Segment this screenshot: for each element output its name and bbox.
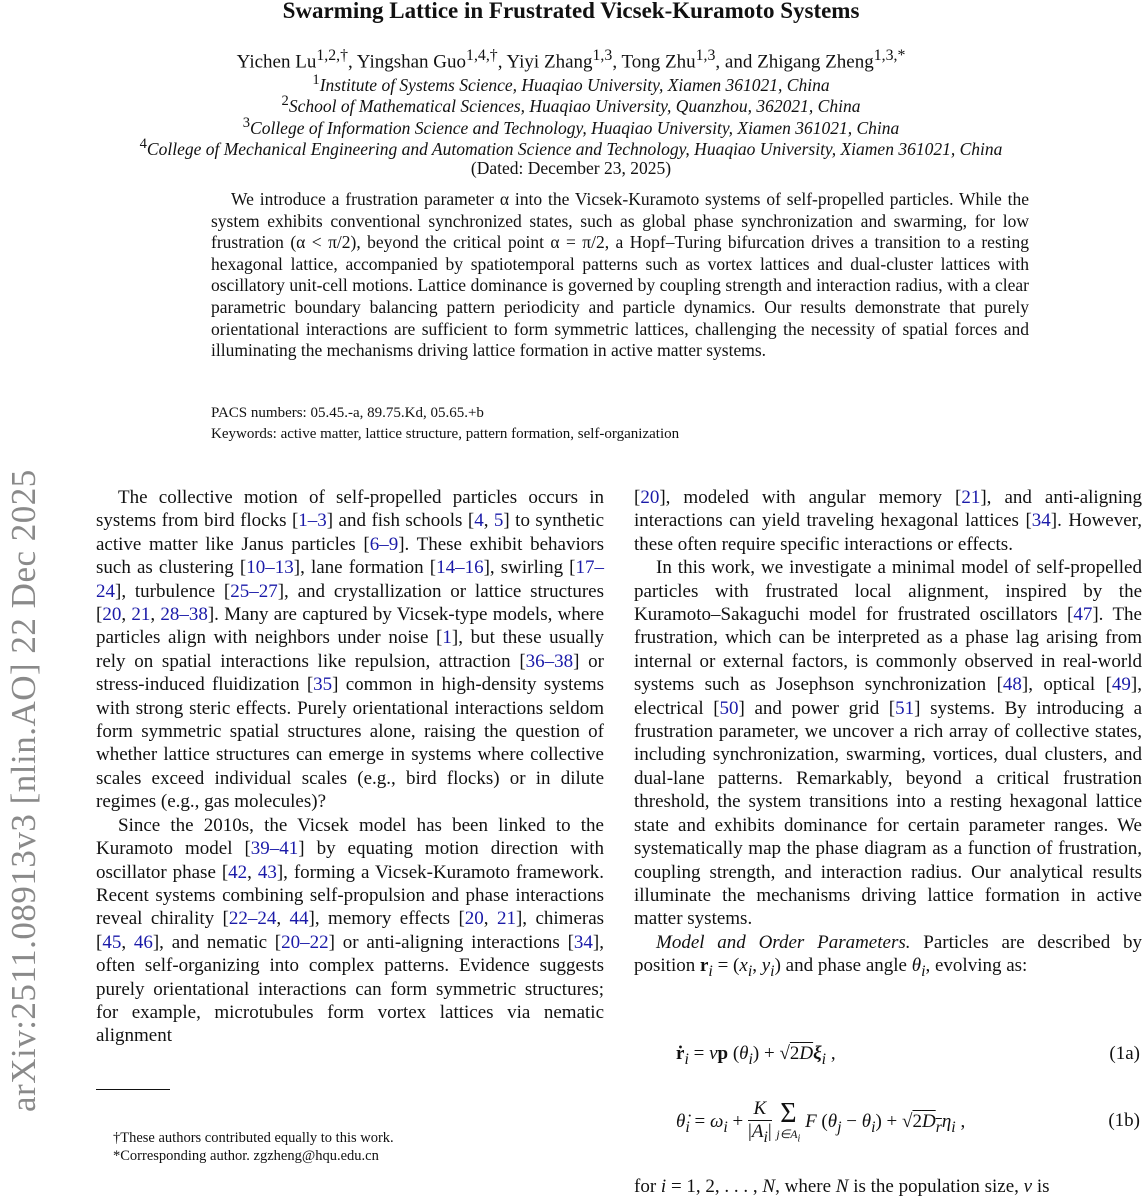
citation-link[interactable]: 21	[961, 487, 981, 508]
citation-link[interactable]: 6–9	[369, 533, 399, 555]
abstract: We introduce a frustration parameter α into the Vicsek-Kuramoto systems of self-propelled particles. While the system exhibits conventional synchronized states, such as global phase synchronization and swarming, for low frustration (α < π/2), beyond the critical point α = π/2, a Hopf–Turing bifurcation drives a transition to a resting hexagonal lattice, accompanied by spatiotemporal patterns such as vortex lattices and dual-cluster lattices with oscillatory unit-cell motions. Lattice dominance is governed by coupling strength and interaction radius, with a clear parametric boundary balancing pattern periodicity and particle dynamics. Our results demonstrate that purely orientational interactions are sufficient to form symmetric lattices, challenging the necessity of spatial forces and illuminating the mechanisms driving lattice formation in active matter systems.	[211, 189, 1029, 361]
citation-link[interactable]: 21	[131, 604, 151, 626]
citation-link[interactable]: 46	[133, 931, 153, 953]
model-paragraph: Model and Order Parameters. Particles are described by position $r_i = (x_i$, $y_i$) and phase angle $\theta_i$, evolving as:	[634, 931, 1142, 980]
citation-link[interactable]: 48	[1002, 674, 1022, 696]
paper-title: Swarming Lattice in Frustrated Vicsek-Kuramoto Systems	[282, 0, 860, 23]
keywords: Keywords: active matter, lattice structure, pattern formation, self-organization	[211, 426, 680, 442]
intro-paragraph-4: In this work, we investigate a minimal model of self-propelled particles with frustrated local alignment, inspired by the Kuramoto–Sakaguchi model for frustrated oscillators [47]. The frustration, which can be interpreted as a phase lag arising from internal or external factors, is commonly observed in real-world systems such as Josephson synchronization [48], optical [49], electrical [50] and power grid [51] systems. By introducing a frustration parameter, we uncover a rich array of collective states, including synchronization, swarming, vortices, dual clusters, and dual-lane patterns. Remarkably, beyond a critical frustration threshold, the system transitions into a resting hexagonal lattice state and exhibits dominance for certain parameter ranges. We systematically map the phase diagram as a function of frustration, coupling strength, and interaction radius. Our analytical results illuminate the mechanisms driving lattice formation in active matter systems.	[634, 557, 1142, 930]
affiliation-3: $^3$College of Information Science and Technology, Huaqiao University, Xiamen 361021, China	[242, 115, 900, 138]
citation-link[interactable]: 1–3	[298, 510, 327, 532]
citation-link[interactable]: 20	[464, 908, 484, 930]
citation-link[interactable]: 20–22	[281, 931, 329, 953]
equation-1b-body: $\thetȧ_i = \omega_i$ + $\frac{K}{|A_i|}$ Σ $j\in A_i$ F $(\theta_j - \theta_i) + √2D_r\eta_i$ ,	[676, 1097, 966, 1146]
citation-link[interactable]: 4	[474, 510, 484, 532]
footnote-corresponding-author: *Corresponding author. zgzheng@hqu.edu.cn	[113, 1148, 379, 1164]
left-column	[96, 486, 604, 1048]
citation-link[interactable]: 39–41	[250, 838, 299, 860]
affiliation-2: $^2$School of Mathematical Sciences, Huaqiao University, Quanzhou, 362021, China	[281, 93, 861, 116]
citation-link[interactable]: 1	[442, 627, 452, 649]
citation-link[interactable]: 10–13	[246, 557, 294, 579]
citation-link[interactable]: 14–16	[436, 557, 484, 579]
citation-link[interactable]: 51	[895, 697, 915, 719]
citation-link[interactable]: 20	[640, 487, 660, 508]
intro-paragraph-3: [20], modeled with angular memory [21], and anti-aligning interactions can yield traveling hexagonal lattices [34]. However, these often require specific interactions or effects.	[634, 487, 1142, 555]
citation-link[interactable]: 47	[1073, 604, 1093, 626]
citation-link[interactable]: 28–38	[160, 604, 208, 626]
citation-link[interactable]: 25–27	[230, 580, 278, 602]
affiliation-4: $^4$College of Mechanical Engineering and Automation Science and Technology, Huaqiao University, Xiamen 361021, China	[139, 136, 1003, 159]
citation-link[interactable]: 21	[496, 908, 516, 930]
right-column	[634, 486, 1142, 983]
equation-1b-number: (1b)	[1108, 1110, 1140, 1131]
citation-link[interactable]: 34	[1031, 510, 1051, 532]
citation-link[interactable]: 17–24	[96, 557, 605, 602]
citation-link[interactable]: 22–24	[228, 908, 277, 930]
affiliation-1: $^1$Institute of Systems Science, Huaqiao University, Xiamen 361021, China	[312, 72, 830, 95]
citation-link[interactable]: 49	[1111, 674, 1131, 696]
footnote-rule	[96, 1089, 170, 1090]
citation-link[interactable]: 50	[719, 697, 739, 719]
equation-1b	[634, 1088, 1142, 1158]
citation-link[interactable]: 34	[573, 931, 593, 953]
arxiv-identifier: arXiv:2511.08913v3 [nlin.AO] 22 Dec 2025	[4, 469, 43, 1112]
intro-paragraph-1: The collective motion of self-propelled particles occurs in systems from bird flocks [1–3] and fish schools [4, 5] to synthetic active matter like Janus particles [6–9]. These exhibit behaviors such as clustering [10–13], lane formation [14–16], swirling [17–24], turbulence [25–27], and crystallization or lattice structures [20, 21, 28–38]. Many are captured by Vicsek-type models, where particles align with neighbors under noise [1], but these usually rely on spatial interactions like repulsion, attraction [36–38] or stress-induced fluidization [35] common in high-density systems with strong steric effects. Purely orientational interactions seldom form symmetric spatial structures alone, raising the question of whether lattice structures can emerge in systems where collective scales exceed individual scales (e.g., bird flocks) or in dilute regimes (e.g., gas molecules)?	[96, 487, 605, 813]
citation-link[interactable]: 42	[228, 861, 248, 883]
citation-link[interactable]: 44	[289, 908, 309, 930]
dated-line: (Dated: December 23, 2025)	[470, 158, 672, 178]
citation-link[interactable]: 20	[102, 604, 122, 626]
tail-line: for i = 1, 2, . . . , N, where N is the population size, v is	[634, 1176, 1050, 1197]
pacs-numbers: PACS numbers: 05.45.-a, 89.75.Kd, 05.65.+b	[211, 405, 484, 421]
citation-link[interactable]: 36–38	[525, 650, 574, 672]
equation-1a-number: (1a)	[1109, 1043, 1140, 1064]
citation-link[interactable]: 43	[257, 861, 277, 883]
citation-link[interactable]: 45	[102, 931, 122, 953]
footnote-equal-contribution: †These authors contributed equally to this work.	[113, 1130, 394, 1146]
citation-link[interactable]: 5	[493, 510, 504, 532]
citation-link[interactable]: 35	[313, 674, 333, 696]
equation-1a-body: ṙ$_i$ = vp $(\theta_i) + √2D\xi_i$ ,	[676, 1043, 836, 1068]
intro-paragraph-2: Since the 2010s, the Vicsek model has been linked to the Kuramoto model [39–41] by equating motion direction with oscillator phase [42, 43], forming a Vicsek-Kuramoto framework. Recent systems combining self-propulsion and phase interactions reveal chirality [22–24, 44], memory effects [20, 21], chimeras [45, 46], and nematic [20–22] or anti-aligning interactions [34], often self-organizing into complex patterns. Evidence suggests purely orientational interactions can form symmetric structures; for example, microtubules form vortex lattices via nematic alignment	[96, 814, 605, 1047]
author-list: Yichen $Lu^{1,2,\dagger}$, Yingshan Guo$^{1,4,\dagger}$, Yiyi Zhang$^{1,3}$, Tong Zhu$^{1,3}$, and Zhigang Zheng$^{1,3,*}$	[236, 47, 906, 73]
